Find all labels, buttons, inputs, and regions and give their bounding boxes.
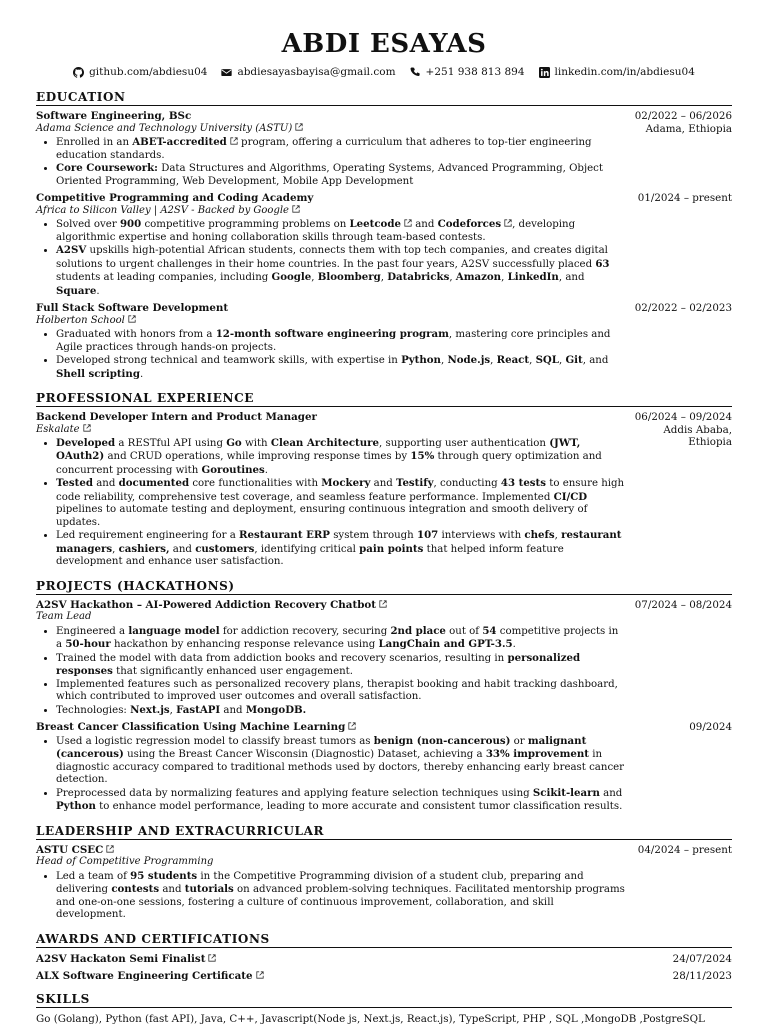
external-link-icon[interactable] bbox=[208, 954, 216, 962]
linkedin-link: linkedin.com/in/abdiesu04 bbox=[554, 66, 695, 78]
candidate-name: ABDI ESAYAS bbox=[281, 29, 487, 59]
award-title: A2SV Hackaton Semi Finalist bbox=[36, 952, 206, 965]
entry-date: 06/2024 – 09/2024 bbox=[634, 411, 732, 423]
contact-row bbox=[36, 64, 732, 80]
list-item: • Tested and documented core functionalities with Mockery and Testify, conducting 43 tests to ensure high code reliability, comprehensive test coverage, and seamless feature performance. Implemented CI/CD pipelines to automate testing and deployment, ensuring continuous integration and smooth delivery of updates. bbox=[56, 477, 626, 529]
external-link-icon[interactable] bbox=[128, 315, 136, 323]
external-link-icon[interactable] bbox=[106, 845, 114, 853]
phone-number: +251 938 813 894 bbox=[425, 66, 525, 78]
list-item: • Developed a RESTful API using Go with Clean Architecture, supporting user authentication (JWT, OAuth2) and CRUD operations, while improving response times by 15% through query optimization and concurrent processing with Goroutines. bbox=[56, 437, 626, 478]
award-date: 28/11/2023 bbox=[672, 969, 732, 982]
entry-date: 07/2024 – 08/2024 bbox=[634, 598, 732, 611]
list-item: • Engineered a language model for addiction recovery, securing 2nd place out of 54 competitive projects in a 50-hour hackathon by enhancing response relevance using LangChain and GPT-3.5. bbox=[56, 625, 626, 652]
list-item: • Led requirement engineering for a Restaurant ERP system through 107 interviews with chefs, restaurant managers, cashiers, and customers, identifying critical pain points that helped inform feature development and enhance user satisfaction. bbox=[56, 529, 626, 569]
entry-date: 09/2024 bbox=[689, 721, 732, 733]
entry-date: 02/2022 – 02/2023 bbox=[634, 302, 732, 314]
entry-subtitle: Adama Science and Technology University (ASTU) bbox=[36, 122, 293, 134]
section-title-awards: AWARDS AND CERTIFICATIONS bbox=[36, 932, 732, 948]
entry-title: A2SV Hackathon – AI-Powered Addiction Recovery Chatbot bbox=[36, 598, 377, 611]
education-entry bbox=[36, 110, 732, 188]
entry-title: ASTU CSEC bbox=[36, 843, 104, 856]
external-link-icon[interactable] bbox=[348, 722, 356, 730]
envelope-icon bbox=[221, 67, 232, 78]
award-date: 24/07/2024 bbox=[672, 952, 732, 965]
list-item: • Preprocessed data by normalizing features and applying feature selection techniques using Scikit-learn and Python to enhance model performance, leading to more accurate and consistent tumor classification results. bbox=[56, 787, 626, 814]
list-item: • Graduated with honors from a 12-month software engineering program, mastering core principles and Agile practices through hands-on projects. bbox=[56, 328, 626, 354]
project-entry bbox=[36, 599, 732, 718]
award-item bbox=[36, 953, 732, 965]
external-link-icon[interactable] bbox=[83, 424, 91, 432]
entry-title: Software Engineering, BSc bbox=[36, 110, 192, 122]
education-entry bbox=[36, 302, 732, 381]
entry-subtitle: Africa to Silicon Valley | A2SV - Backed by Google bbox=[36, 204, 289, 216]
entry-location: Addis Ababa, Ethiopia bbox=[663, 423, 732, 448]
list-item: • Enrolled in an ABET-accredited program, offering a curriculum that adheres to top-tier engineering education standards. bbox=[56, 136, 626, 162]
entry-date: 01/2024 – present bbox=[637, 192, 732, 204]
list-item: • Led a team of 95 students in the Competitive Programming division of a student club, preparing and delivering contests and tutorials on advanced problem-solving techniques. Facilitated mentorship programs and one-on-one sessions, fostering a culture of continuous improvement, collaboration, and skill development. bbox=[56, 870, 626, 922]
leadership-entry bbox=[36, 844, 732, 922]
contact-phone[interactable] bbox=[410, 66, 525, 78]
linkedin-icon bbox=[539, 67, 550, 78]
entry-title: Competitive Programming and Coding Academy bbox=[36, 192, 314, 204]
entry-date: 02/2022 – 06/2026 bbox=[634, 110, 732, 122]
list-item: • Trained the model with data from addiction books and recovery scenarios, resulting in personalized responses that significantly enhanced user engagement. bbox=[56, 652, 626, 679]
external-link-icon[interactable] bbox=[256, 971, 264, 979]
section-title-projects: PROJECTS (HACKATHONS) bbox=[36, 579, 732, 595]
external-link-icon[interactable] bbox=[504, 219, 512, 227]
list-item: • A2SV upskills high-potential African students, connects them with top tech companies, and creates digital solutions to urgent challenges in their home countries. In the past four years, A2SV successfully placed 63 students at leading companies, including Google, Bloomberg, Databricks, Amazon, LinkedIn, and Square. bbox=[56, 244, 626, 298]
section-title-education: EDUCATION bbox=[36, 90, 732, 106]
contact-linkedin[interactable] bbox=[539, 66, 695, 78]
list-item: • Solved over 900 competitive programming problems on Leetcode and Codeforces , developing algorithmic expertise and honing collaboration skills through team-based contests. bbox=[56, 218, 626, 244]
entry-subtitle: Holberton School bbox=[36, 314, 125, 326]
resume-page bbox=[36, 28, 732, 1025]
experience-entry bbox=[36, 411, 732, 569]
entry-title: Full Stack Software Development bbox=[36, 302, 229, 314]
email-link: abdiesayasbayisa@gmail.com bbox=[237, 66, 396, 78]
entry-date: 04/2024 – present bbox=[637, 843, 732, 856]
entry-subtitle: Eskalate bbox=[36, 423, 80, 435]
contact-github[interactable] bbox=[73, 66, 207, 78]
phone-icon bbox=[410, 67, 421, 78]
section-title-experience: PROFESSIONAL EXPERIENCE bbox=[36, 391, 732, 407]
entry-subtitle: Head of Competitive Programming bbox=[36, 856, 214, 867]
external-link-icon[interactable] bbox=[230, 137, 238, 145]
external-link-icon[interactable] bbox=[292, 205, 300, 213]
external-link-icon[interactable] bbox=[379, 600, 387, 608]
section-title-skills: SKILLS bbox=[36, 992, 732, 1008]
award-title: ALX Software Engineering Certificate bbox=[36, 969, 253, 982]
section-title-leadership: LEADERSHIP AND EXTRACURRICULAR bbox=[36, 824, 732, 840]
list-item: • Implemented features such as personalized recovery plans, therapist booking and habit tracking dashboard, which contributed to improved user outcomes and overall satisfaction. bbox=[56, 679, 626, 704]
github-link: github.com/abdiesu04 bbox=[89, 66, 208, 78]
entry-title: Breast Cancer Classification Using Machine Learning bbox=[36, 721, 346, 733]
list-item: • Developed strong technical and teamwork skills, with expertise in Python, Node.js, React, SQL, Git, and Shell scripting. bbox=[56, 354, 626, 381]
github-icon bbox=[73, 67, 84, 78]
list-item: • Core Coursework: Data Structures and Algorithms, Operating Systems, Advanced Programming, Object Oriented Programming, Web Development, Mobile App Development bbox=[56, 162, 626, 188]
list-item: • Technologies: Next.js, FastAPI and MongoDB. bbox=[56, 704, 626, 718]
external-link-icon[interactable] bbox=[404, 219, 412, 227]
external-link-icon[interactable] bbox=[295, 123, 303, 131]
award-item bbox=[36, 970, 732, 982]
entry-location: Adama, Ethiopia bbox=[645, 122, 732, 135]
entry-subtitle: Team Lead bbox=[36, 611, 92, 622]
contact-email[interactable] bbox=[221, 66, 395, 78]
skills-list: Go (Golang), Python (fast API), Java, C++, Javascript(Node js, Next.js, React.js), TypeScript, PHP , SQL ,MongoDB ,PostgreSQL bbox=[36, 1012, 705, 1025]
list-item: • Used a logistic regression model to classify breast tumors as benign (non-cancerous) or malignant (cancerous) using the Breast Cancer Wisconsin (Diagnostic) Dataset, achieving a 33% improvement in diagnostic accuracy compared to traditional methods used by doctors, thereby enhancing early breast cancer detection. bbox=[56, 735, 626, 787]
education-entry bbox=[36, 192, 732, 298]
entry-title: Backend Developer Intern and Product Manager bbox=[36, 411, 317, 423]
project-entry bbox=[36, 721, 732, 814]
